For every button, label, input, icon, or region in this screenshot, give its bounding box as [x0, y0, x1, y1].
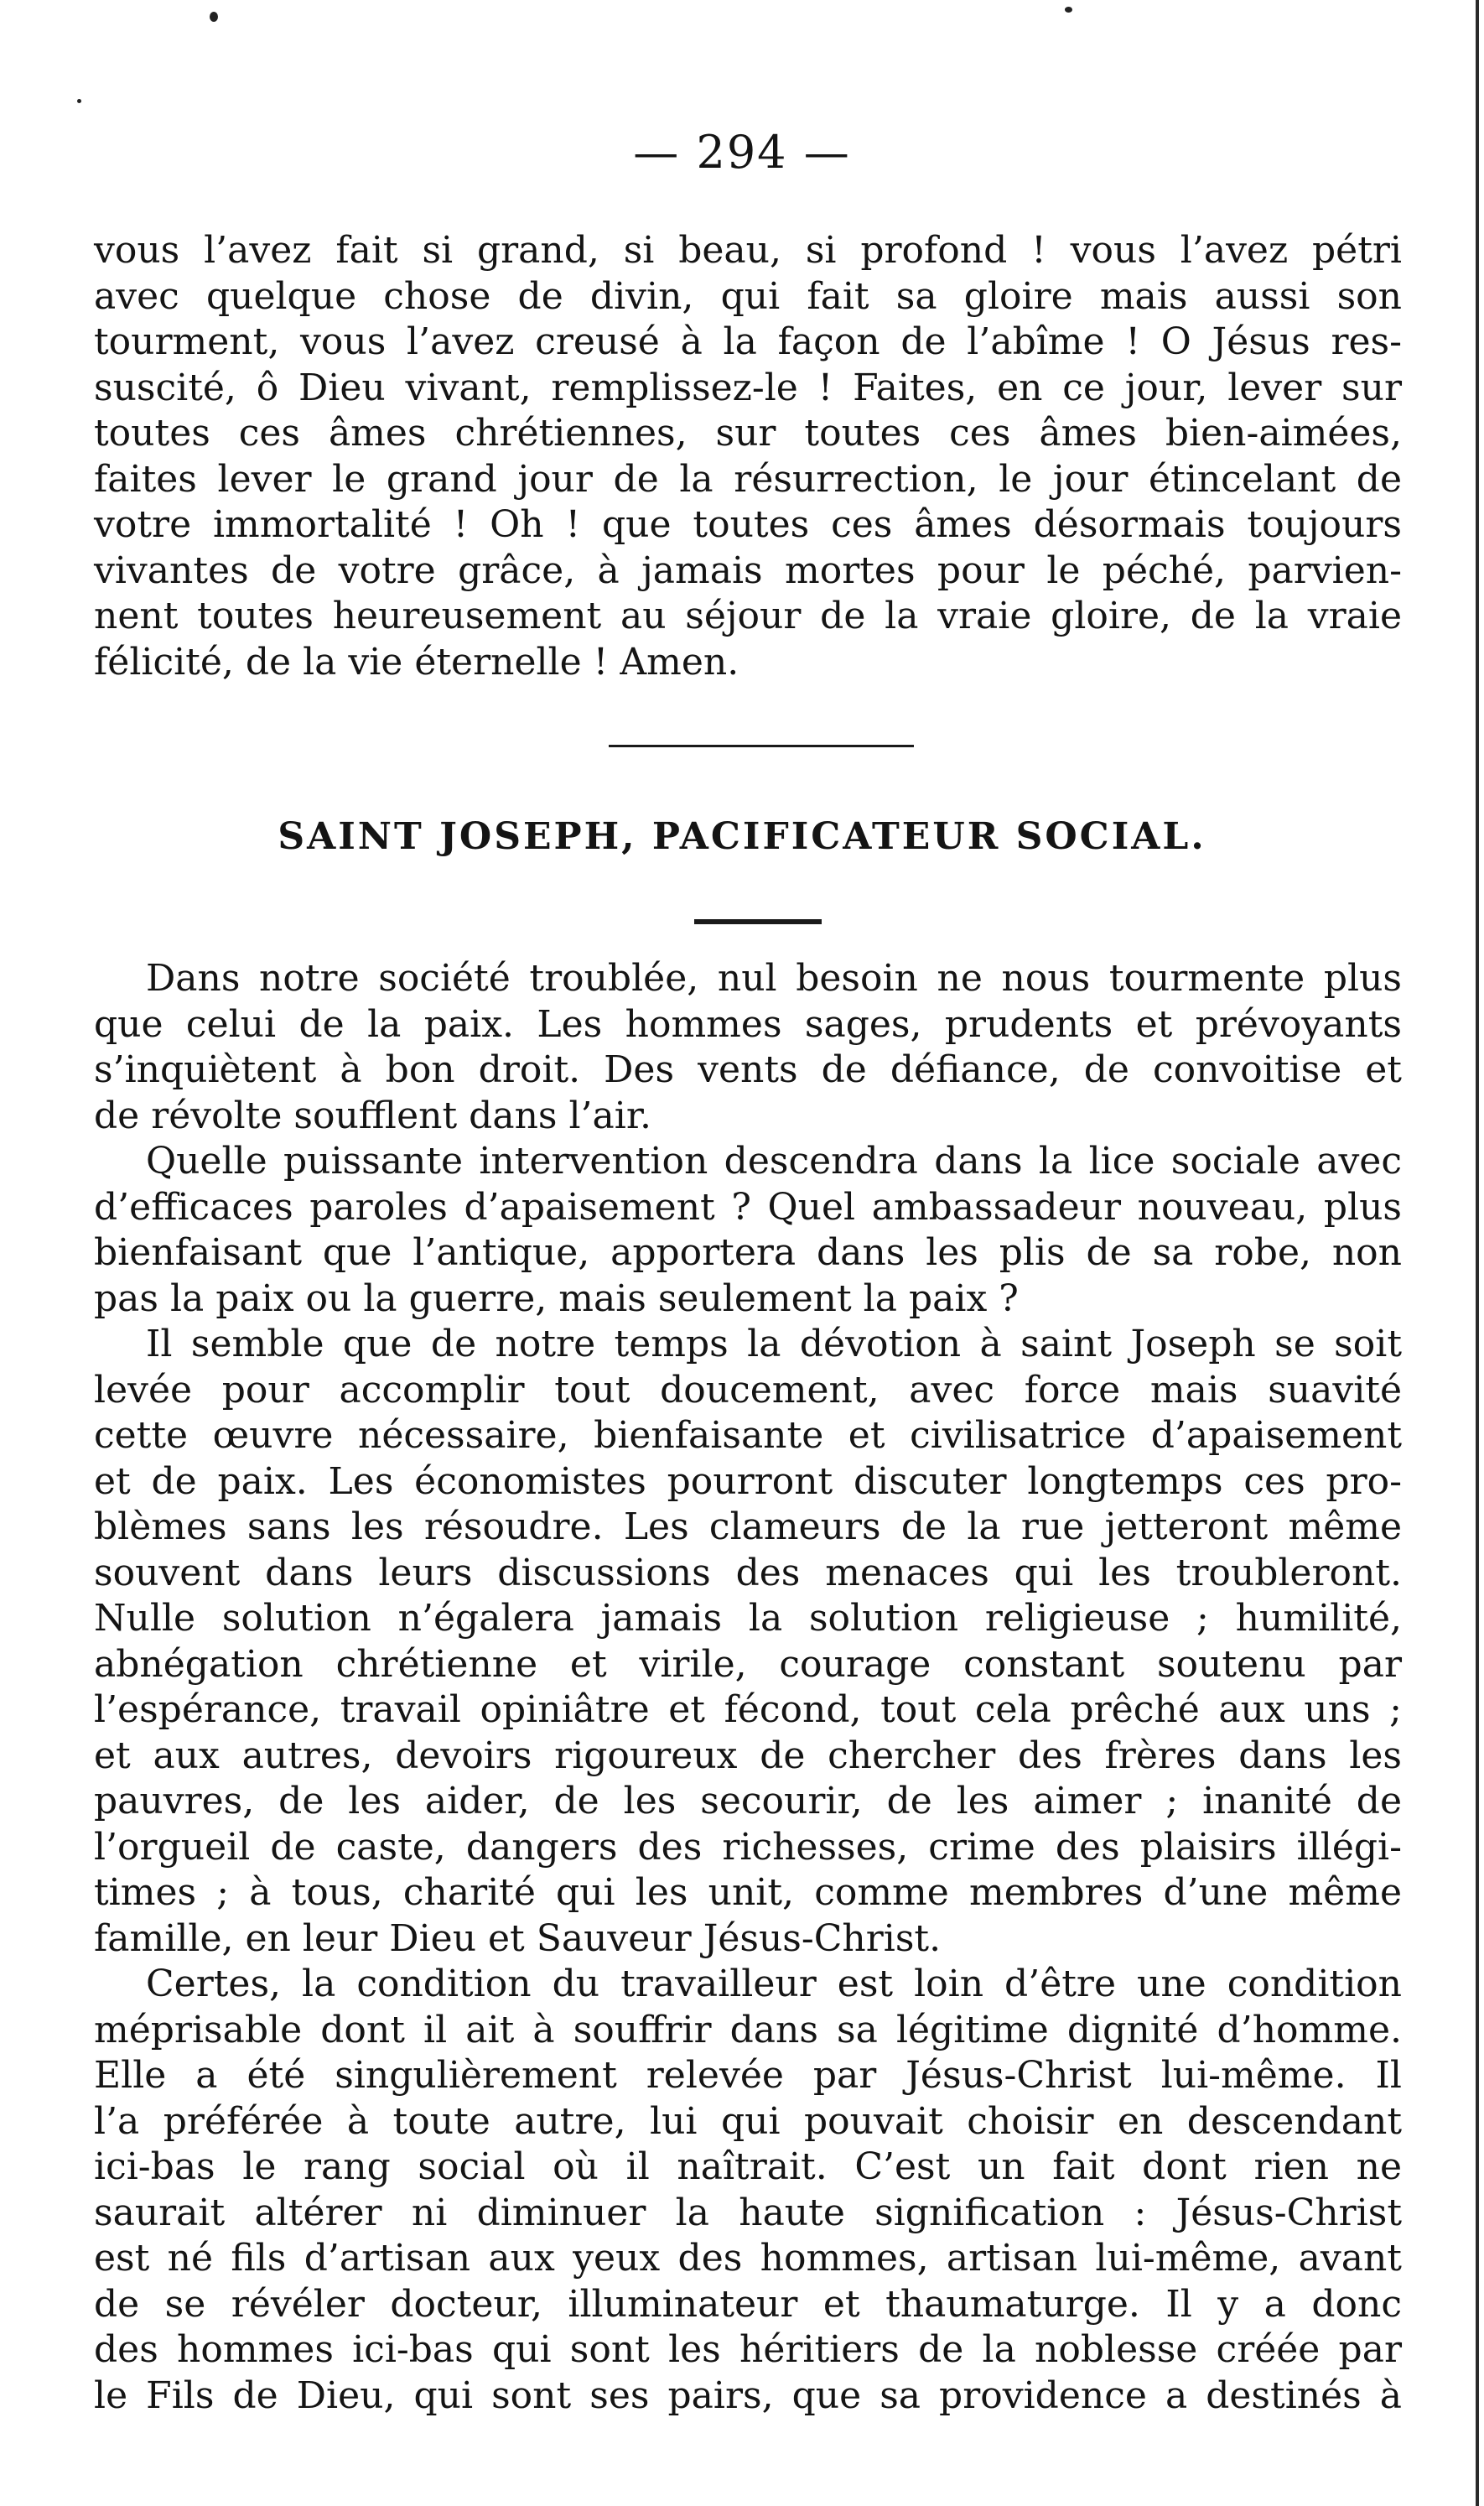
text-line: de se révéler docteur, illuminateur et thaumaturge. Il y a donc — [94, 2282, 1402, 2326]
text-line: vivantes de votre grâce, à jamais mortes pour le péché, parvien- — [94, 549, 1402, 592]
text-line: levée pour accomplir tout doucement, avec force mais suavité — [94, 1368, 1402, 1412]
text-line: l’espérance, travail opiniâtre et fécond, tout cela prêché aux uns ; — [94, 1688, 1402, 1731]
text-line: Certes, la condition du travailleur est loin d’être une condition — [146, 1963, 1402, 2005]
section-title: SAINT JOSEPH, PACIFICATEUR SOCIAL. — [278, 815, 1206, 858]
title-underline-rule — [694, 919, 822, 924]
text-line: blèmes sans les résoudre. Les clameurs de la rue jetteront même — [94, 1505, 1402, 1548]
text-line: faites lever le grand jour de la résurrection, le jour étincelant de — [94, 457, 1402, 501]
text-line: Il semble que de notre temps la dévotion à saint Joseph se soit — [146, 1323, 1402, 1365]
text-line: le Fils de Dieu, qui sont ses pairs, que sa providence a destinés à — [94, 2373, 1402, 2417]
text-line: et aux autres, devoirs rigoureux de chercher des frères dans les — [94, 1734, 1402, 1777]
text-line: l’a préférée à toute autre, lui qui pouvait choisir en descendant — [94, 2099, 1402, 2143]
closing-paragraph — [94, 228, 1402, 685]
text-line: suscité, ô Dieu vivant, remplissez-le ! Faites, en ce jour, lever sur — [94, 366, 1402, 409]
text-line: famille, en leur Dieu et Sauveur Jésus-Christ. — [94, 1916, 942, 1960]
text-line: nent toutes heureusement au séjour de la vraie gloire, de la vraie — [94, 595, 1402, 637]
text-line: Elle a été singulièrement relevée par Jésus-Christ lui-même. Il — [94, 2054, 1402, 2097]
text-line: saurait altérer ni diminuer la haute signification : Jésus-Christ — [94, 2191, 1402, 2234]
text-line: que celui de la paix. Les hommes sages, prudents et prévoyants — [94, 1002, 1402, 1046]
scan-speck — [77, 99, 81, 103]
scan-speck — [1065, 7, 1072, 13]
section-divider-rule — [609, 745, 914, 747]
text-line: l’orgueil de caste, dangers des richesses, crime des plaisirs illégi- — [94, 1825, 1402, 1869]
page-edge-line — [1476, 0, 1479, 2506]
text-line: Quelle puissante intervention descendra dans la lice sociale avec — [146, 1140, 1402, 1183]
text-line: times ; à tous, charité qui les unit, comme membres d’une même — [94, 1871, 1402, 1914]
text-line: ici-bas le rang social où il naîtrait. C’est un fait dont rien ne — [94, 2145, 1402, 2188]
text-line: toutes ces âmes chrétiennes, sur toutes ces âmes bien-aimées, — [94, 412, 1402, 455]
text-line: des hommes ici-bas qui sont les héritiers de la noblesse créée par — [94, 2328, 1402, 2371]
text-line: pauvres, de les aider, de les secourir, de les aimer ; inanité de — [94, 1780, 1402, 1822]
text-line: Dans notre société troublée, nul besoin ne nous tourmente plus — [146, 957, 1402, 1000]
text-line: est né fils d’artisan aux yeux des hommes, artisan lui-même, avant — [94, 2237, 1402, 2280]
scan-speck — [210, 12, 218, 22]
text-line: pas la paix ou la guerre, mais seulement la paix ? — [94, 1276, 1019, 1320]
text-line: d’efficaces paroles d’apaisement ? Quel ambassadeur nouveau, plus — [94, 1185, 1402, 1229]
section-body — [94, 956, 1402, 2419]
text-line: votre immortalité ! Oh ! que toutes ces âmes désormais toujours — [94, 503, 1402, 546]
text-line: félicité, de la vie éternelle ! Amen. — [94, 640, 739, 684]
text-line: vous l’avez fait si grand, si beau, si profond ! vous l’avez pétri — [94, 229, 1402, 272]
text-line: abnégation chrétienne et virile, courage constant soutenu par — [94, 1642, 1402, 1686]
text-line: s’inquiètent à bon droit. Des vents de défiance, de convoitise et — [94, 1048, 1402, 1091]
text-line: avec quelque chose de divin, qui fait sa gloire mais aussi son — [94, 274, 1402, 318]
text-line: cette œuvre nécessaire, bienfaisante et civilisatrice d’apaisement — [94, 1414, 1402, 1457]
page-number: — 294 — — [633, 126, 851, 179]
text-line: souvent dans leurs discussions des menaces qui les troubleront. — [94, 1551, 1402, 1594]
text-line: de révolte soufflent dans l’air. — [94, 1094, 652, 1137]
text-line: tourment, vous l’avez creusé à la façon de l’abîme ! O Jésus res- — [94, 320, 1402, 363]
text-line: Nulle solution n’égalera jamais la solution religieuse ; humilité, — [94, 1597, 1402, 1640]
text-line: bienfaisant que l’antique, apportera dans les plis de sa robe, non — [94, 1231, 1402, 1274]
text-line: méprisable dont il ait à souffrir dans sa légitime dignité d’homme. — [94, 2008, 1402, 2051]
text-line: et de paix. Les économistes pourront discuter longtemps ces pro- — [94, 1459, 1402, 1503]
